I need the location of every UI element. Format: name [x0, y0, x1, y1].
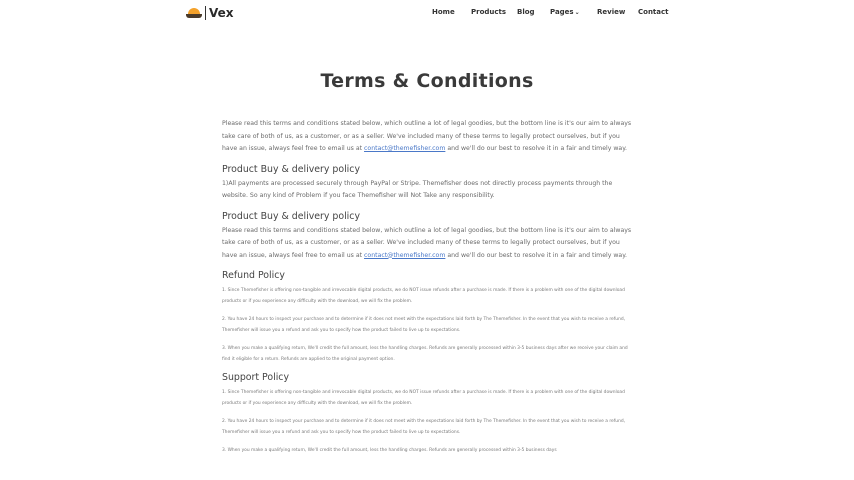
buy-delivery-paragraph [222, 225, 634, 263]
buy-delivery-text: Please read this terms and conditions stated below, which outline a lot of legal goodies, but the bottom line is it's our aim to always take care of both of us, as a customer, or as a seller. We've included many of these terms to legally protect ourselves, but if you have an issue, always feel free to email us at [222, 226, 632, 259]
section-heading-refund: Refund Policy [222, 270, 285, 281]
support-list [222, 387, 634, 456]
section-heading-buy-delivery: Product Buy & delivery policy [222, 163, 360, 175]
list-item: 2. You have 24 hours to inspect your purchase and to determine if it does not meet with the expectations laid forth by The Themefisher. In the event that you wish to receive a refund, Themefisher will issue you a refund and ask you to specify how the product failed to live up to expectations. [222, 419, 626, 435]
nav-link-pages: Pages [550, 8, 574, 16]
intro-text-end: and we'll do our best to resolve it in a fair and timely way. [447, 145, 627, 152]
nav-dropdown-pages[interactable] [550, 8, 580, 16]
email-link-2[interactable]: contact@themefisher.com [364, 251, 446, 259]
section-heading-support: Support Policy [222, 372, 290, 383]
page-title: Terms & Conditions [320, 70, 534, 92]
list-item: 2. You have 24 hours to inspect your purchase and to determine if it does not meet with the expectations laid forth by The Themefisher. In the event that you wish to receive a refund, Themefisher will issue you a refund and ask you to specify how the product failed to live up to expectations. [222, 317, 626, 333]
email-link[interactable]: contact@themefisher.com [364, 145, 446, 152]
main-nav [0, 8, 854, 20]
nav-link-contact[interactable]: Contact [638, 8, 669, 16]
list-item: 1. Since Themefisher is offering non-tangible and irrevocable digital products, we do NOT issue refunds after a purchase is made. If there is a problem with one of the digital download products or if you experience any difficulty with the download, we will fix the problem. [222, 288, 625, 304]
brand-name: Vex [209, 6, 234, 20]
navbar [0, 0, 854, 26]
nav-link-review[interactable]: Review [597, 8, 626, 16]
refund-list [222, 285, 634, 365]
section-heading-buy-delivery-2: Product Buy & delivery policy [222, 210, 360, 222]
terms-content [222, 118, 634, 456]
intro-text: Please read this terms and conditions stated below, which outline a lot of legal goodies, but the bottom line is it's our aim to always take care of both of us, as a customer, or as a seller. We've included many of these terms to legally protect ourselves, but if you have an issue, always feel free to email us at [222, 120, 632, 152]
payments-paragraph: 1)All payments are processed securely through PayPal or Stripe. Themefisher does not directly process payments through the website. So any kind of Problem if you face Themefisher will Not Take any responsibility. [222, 179, 613, 199]
nav-link-products[interactable]: Products [471, 8, 507, 16]
nav-link-blog[interactable]: Blog [517, 8, 535, 16]
buy-delivery-text-end: and we'll do our best to resolve it in a fair and timely way. [447, 251, 627, 259]
list-item: 1. Since Themefisher is offering non-tangible and irrevocable digital products, we do NOT issue refunds after a purchase is made. If there is a problem with one of the digital download products or if you experience any difficulty with the download, we will fix the problem. [222, 390, 625, 406]
intro-paragraph [222, 118, 634, 156]
list-item: 3. When you make a qualifying return, We'll credit the full amount, less the handling charges. Refunds are generally processed within 3-5 business days after we receive your claim and find it eligible for a return. Refunds are applied to the original payment option. [222, 346, 628, 362]
nav-link-home[interactable]: Home [432, 8, 455, 16]
chevron-down-icon: ⌄ [574, 9, 580, 16]
list-item: 3. When you make a qualifying return, We'll credit the full amount, less the handling charges. Refunds are generally processed within 3-5 business days [222, 448, 557, 453]
